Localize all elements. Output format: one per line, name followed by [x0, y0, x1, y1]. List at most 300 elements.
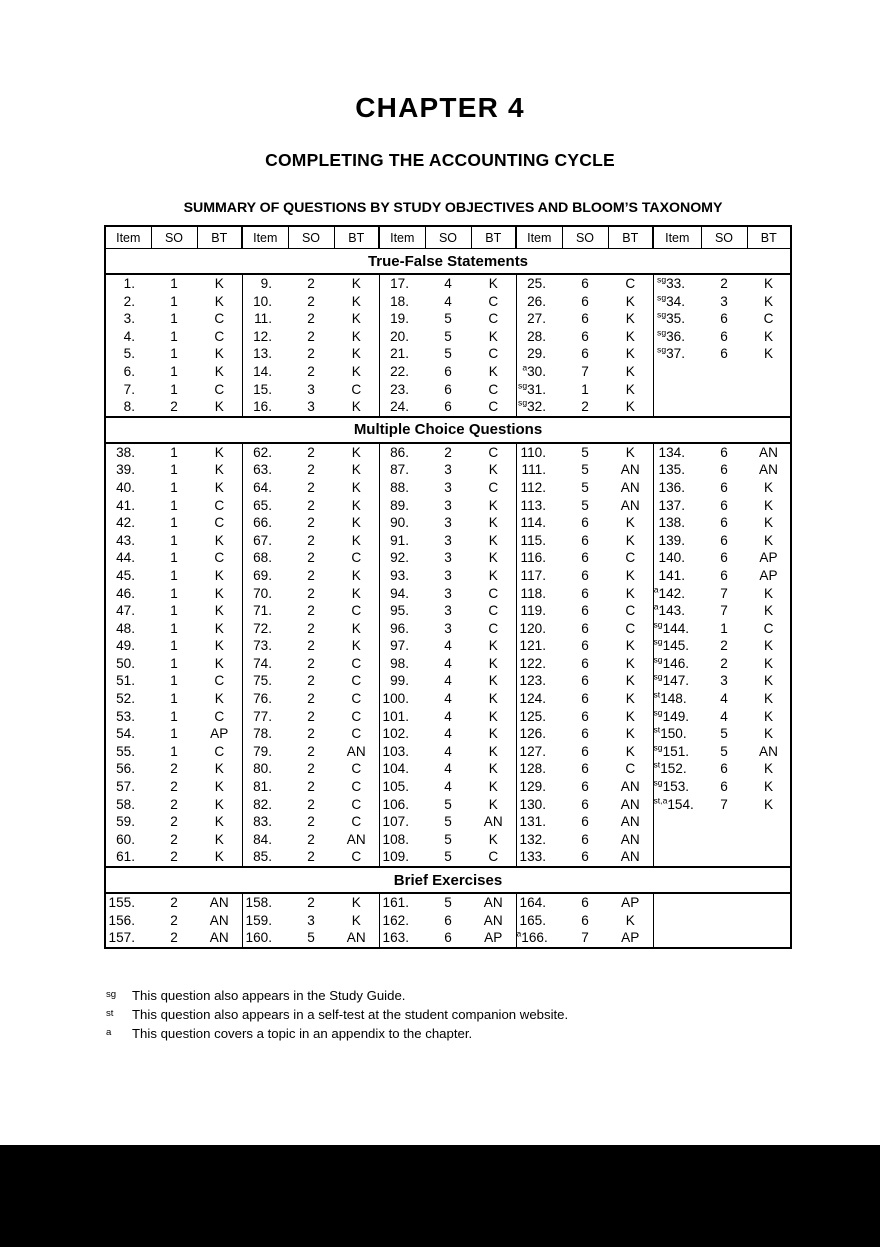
cell-study-objective: 5 — [581, 444, 589, 460]
cell-study-objective: 3 — [288, 398, 334, 417]
cell-item — [516, 760, 562, 778]
cell-item — [653, 461, 701, 479]
cell-study-objective — [701, 929, 747, 948]
cell-study-objective: 6 — [581, 638, 589, 654]
cell-bloom-taxonomy: K — [488, 638, 498, 654]
cell-bloom-taxonomy: K — [214, 363, 224, 379]
cell-bloom-taxonomy: K — [351, 638, 361, 654]
cell-bloom-taxonomy: C — [214, 550, 225, 566]
cell-bloom-taxonomy: K — [351, 497, 361, 513]
cell-bloom-taxonomy: K — [214, 293, 224, 309]
item-number: 112. — [520, 479, 546, 495]
cell-bloom-taxonomy: K — [488, 655, 498, 671]
table-row — [105, 655, 791, 673]
cell-item — [653, 567, 701, 585]
cell-study-objective: 1 — [170, 515, 178, 531]
cell-study-objective: 5 — [425, 848, 471, 867]
item-number: 110. — [520, 444, 546, 460]
cell-bloom-taxonomy: C — [351, 655, 362, 671]
cell-item — [105, 363, 151, 381]
cell-study-objective: 6 — [581, 620, 589, 636]
cell-bloom-taxonomy: K — [214, 779, 224, 795]
cell-item — [516, 293, 562, 311]
column-header-item-group-3: Item — [379, 226, 425, 249]
item-number: 28. — [527, 328, 546, 344]
cell-bloom-taxonomy: K — [625, 346, 635, 362]
cell-bloom-taxonomy: K — [214, 567, 224, 583]
cell-bloom-taxonomy: K — [351, 346, 361, 362]
cell-bloom-taxonomy: K — [351, 515, 361, 531]
item-number: 106. — [382, 796, 409, 812]
cell-study-objective: 1 — [170, 363, 178, 379]
cell-item — [105, 831, 151, 849]
table-row — [105, 620, 791, 638]
table-row — [105, 363, 791, 381]
item-superscript-marker: a — [653, 601, 659, 612]
cell-item — [242, 760, 288, 778]
cell-bloom-taxonomy: K — [214, 585, 224, 601]
cell-study-objective: 3 — [444, 620, 452, 636]
item-number: 139. — [658, 532, 685, 548]
cell-study-objective: 2 — [720, 276, 728, 291]
cell-study-objective: 1 — [170, 346, 178, 362]
item-number: 68. — [253, 550, 272, 566]
item-number: 84. — [253, 831, 272, 847]
item-number: 3. — [123, 311, 135, 327]
cell-bloom-taxonomy: C — [488, 381, 499, 397]
cell-study-objective: 4 — [444, 743, 452, 759]
cell-item — [379, 655, 425, 673]
cell-item — [516, 690, 562, 708]
cell-bloom-taxonomy: AP — [747, 567, 791, 585]
cell-bloom-taxonomy: C — [747, 310, 791, 328]
cell-item — [516, 398, 562, 417]
cell-bloom-taxonomy: C — [747, 620, 791, 638]
cell-bloom-taxonomy: C — [488, 444, 499, 460]
item-number: 11. — [254, 311, 272, 327]
item-number: 70. — [253, 585, 272, 601]
section-header-row — [105, 867, 791, 893]
cell-item — [242, 848, 288, 867]
cell-item — [242, 381, 288, 399]
cell-study-objective: 6 — [425, 398, 471, 417]
cell-item — [653, 497, 701, 515]
cell-bloom-taxonomy: K — [747, 497, 791, 515]
cell-bloom-taxonomy: K — [747, 690, 791, 708]
cell-bloom-taxonomy: K — [351, 567, 361, 583]
cell-study-objective: 2 — [307, 328, 315, 344]
cell-bloom-taxonomy: AP — [210, 726, 229, 742]
item-number: 22. — [390, 363, 409, 379]
item-number: 7. — [123, 381, 135, 397]
cell-study-objective: 6 — [581, 567, 589, 583]
item-number: 16. — [253, 399, 272, 415]
footnote-marker: st — [106, 1008, 114, 1019]
cell-bloom-taxonomy: AN — [620, 779, 640, 795]
cell-study-objective: 1 — [170, 585, 178, 601]
table-row — [105, 381, 791, 399]
cell-item — [105, 497, 151, 515]
cell-item — [379, 637, 425, 655]
cell-item — [105, 620, 151, 638]
item-number: 143. — [658, 603, 685, 619]
cell-study-objective: 6 — [581, 532, 589, 548]
cell-item — [653, 725, 701, 743]
item-number: 103. — [382, 743, 409, 759]
cell-study-objective: 2 — [307, 515, 315, 531]
section-header-row — [105, 249, 791, 275]
cell-study-objective: 3 — [444, 515, 452, 531]
table-row — [105, 848, 791, 867]
cell-item — [379, 690, 425, 708]
item-number: 137. — [658, 497, 685, 513]
column-header-item-group-1: Item — [105, 226, 151, 249]
cell-item — [242, 398, 288, 417]
table-row — [105, 345, 791, 363]
cell-study-objective: 6 — [581, 328, 589, 344]
item-number: 93. — [390, 567, 409, 583]
cell-study-objective — [701, 381, 747, 399]
cell-item — [516, 813, 562, 831]
cell-bloom-taxonomy: K — [214, 796, 224, 812]
cell-item — [653, 293, 701, 311]
item-number: 118. — [520, 585, 546, 601]
cell-study-objective: 1 — [170, 328, 178, 344]
cell-bloom-taxonomy: C — [351, 708, 362, 724]
column-header-so-group-3: SO — [425, 226, 471, 249]
item-number: 25. — [527, 276, 546, 291]
footnotes-block — [104, 988, 804, 1045]
item-number: 164. — [519, 895, 546, 910]
cell-bloom-taxonomy: K — [488, 276, 498, 291]
item-number: 54. — [116, 726, 135, 742]
cell-item — [653, 274, 701, 293]
cell-item — [105, 760, 151, 778]
cell-bloom-taxonomy: C — [214, 515, 225, 531]
cell-item — [379, 620, 425, 638]
cell-study-objective: 6 — [581, 585, 589, 601]
cell-item — [516, 796, 562, 814]
cell-study-objective: 6 — [720, 328, 728, 344]
cell-study-objective: 4 — [444, 673, 452, 689]
item-number: 88. — [390, 479, 409, 495]
cell-bloom-taxonomy: AN — [620, 462, 640, 478]
cell-item — [379, 398, 425, 417]
item-number: 58. — [116, 796, 135, 812]
chapter-subtitle: COMPLETING THE ACCOUNTING CYCLE — [265, 150, 615, 170]
cell-item — [242, 929, 288, 948]
item-number: 166. — [521, 930, 548, 946]
cell-study-objective: 6 — [581, 293, 589, 309]
item-number: 90. — [390, 515, 409, 531]
table-row — [105, 796, 791, 814]
cell-item — [516, 585, 562, 603]
item-number: 15. — [253, 381, 272, 397]
cell-bloom-taxonomy: K — [351, 585, 361, 601]
cell-study-objective: 6 — [562, 848, 608, 867]
cell-item — [242, 549, 288, 567]
cell-study-objective: 2 — [307, 479, 315, 495]
column-header-so-group-5: SO — [701, 226, 747, 249]
cell-study-objective: 2 — [151, 929, 197, 948]
item-number: 94. — [390, 585, 409, 601]
cell-item — [105, 778, 151, 796]
cell-study-objective: 2 — [307, 895, 315, 910]
cell-item — [516, 479, 562, 497]
cell-study-objective: 1 — [170, 603, 178, 619]
cell-study-objective: 6 — [581, 550, 589, 566]
cell-bloom-taxonomy: C — [351, 550, 362, 566]
item-number: 125. — [519, 708, 546, 724]
item-number: 105. — [382, 779, 409, 795]
cell-study-objective: 6 — [581, 796, 589, 812]
item-superscript-marker: sg — [657, 309, 667, 320]
cell-bloom-taxonomy: AP — [621, 895, 640, 910]
cell-item — [516, 567, 562, 585]
item-number: 128. — [519, 761, 546, 777]
item-number: 154. — [667, 796, 694, 812]
cell-item — [653, 514, 701, 532]
item-number: 38. — [116, 444, 135, 460]
cell-item — [242, 363, 288, 381]
cell-study-objective: 5 — [444, 311, 452, 327]
cell-study-objective: 4 — [444, 726, 452, 742]
cell-bloom-taxonomy: AN — [608, 848, 653, 867]
cell-item — [653, 363, 701, 381]
cell-item — [516, 497, 562, 515]
cell-bloom-taxonomy: K — [351, 276, 361, 291]
cell-study-objective: 1 — [170, 567, 178, 583]
cell-bloom-taxonomy: AP — [608, 929, 653, 948]
cell-bloom-taxonomy: C — [471, 848, 516, 867]
cell-item — [653, 381, 701, 399]
cell-item — [516, 549, 562, 567]
item-number: 149. — [662, 708, 690, 724]
item-number: 160. — [245, 930, 272, 946]
cell-item — [653, 479, 701, 497]
item-number: 132. — [519, 831, 546, 847]
cell-bloom-taxonomy: K — [747, 725, 791, 743]
column-header-bt-group-1: BT — [197, 226, 242, 249]
cell-item — [105, 690, 151, 708]
cell-study-objective: 7 — [581, 363, 589, 379]
item-number: 48. — [116, 620, 135, 636]
cell-bloom-taxonomy: AN — [483, 912, 503, 928]
cell-item — [516, 620, 562, 638]
questions-summary-table — [104, 225, 792, 949]
cell-bloom-taxonomy: K — [214, 444, 224, 460]
cell-item — [379, 567, 425, 585]
cell-study-objective: 4 — [444, 761, 452, 777]
item-number: 102. — [382, 726, 409, 742]
table-row — [105, 497, 791, 515]
cell-study-objective: 5 — [720, 726, 728, 742]
cell-item — [516, 929, 562, 948]
footnote-row — [104, 1007, 804, 1026]
item-number: 1. — [123, 276, 135, 291]
page-bottom-margin-bar — [0, 1145, 880, 1247]
cell-study-objective: 2 — [720, 638, 728, 654]
item-number: 27. — [527, 311, 546, 327]
cell-item — [379, 363, 425, 381]
cell-study-objective: 6 — [720, 497, 728, 513]
cell-study-objective: 6 — [581, 311, 589, 327]
cell-study-objective: 2 — [307, 673, 315, 689]
cell-bloom-taxonomy: K — [214, 532, 224, 548]
cell-study-objective: 6 — [581, 761, 589, 777]
cell-bloom-taxonomy: K — [488, 708, 498, 724]
cell-bloom-taxonomy — [747, 893, 791, 912]
cell-item — [242, 345, 288, 363]
cell-study-objective: 4 — [444, 708, 452, 724]
cell-study-objective: 1 — [720, 620, 728, 636]
cell-study-objective: 6 — [720, 479, 728, 495]
cell-item — [516, 893, 562, 912]
item-number: 142. — [658, 585, 685, 601]
item-superscript-marker: sg — [653, 707, 663, 718]
cell-item — [653, 655, 701, 673]
cell-bloom-taxonomy: C — [214, 708, 225, 724]
cell-study-objective: 3 — [444, 585, 452, 601]
item-number: 101. — [382, 708, 409, 724]
cell-study-objective: 1 — [170, 743, 178, 759]
item-number: 37. — [666, 346, 685, 362]
cell-bloom-taxonomy: K — [334, 398, 379, 417]
cell-item — [105, 310, 151, 328]
cell-study-objective: 2 — [170, 761, 178, 777]
cell-item — [516, 912, 562, 930]
item-number: 85. — [253, 849, 272, 865]
item-number: 35. — [666, 311, 685, 327]
cell-item — [516, 743, 562, 761]
section-header-row — [105, 417, 791, 443]
cell-bloom-taxonomy: C — [471, 398, 516, 417]
item-number: 150. — [660, 726, 687, 742]
cell-study-objective: 2 — [288, 848, 334, 867]
cell-item — [105, 848, 151, 867]
item-number: 114. — [520, 515, 546, 531]
cell-study-objective: 7 — [720, 603, 728, 619]
cell-study-objective: 2 — [307, 346, 315, 362]
cell-item — [105, 461, 151, 479]
item-number: 124. — [519, 691, 546, 707]
cell-study-objective: 4 — [720, 708, 728, 724]
cell-item — [242, 813, 288, 831]
table-row — [105, 274, 791, 293]
cell-study-objective: 2 — [307, 831, 315, 847]
cell-bloom-taxonomy: C — [214, 743, 225, 759]
cell-study-objective: 3 — [720, 293, 728, 309]
item-number: 127. — [519, 743, 546, 759]
item-superscript-marker: sg — [657, 274, 667, 285]
cell-bloom-taxonomy: K — [747, 479, 791, 497]
cell-item — [653, 328, 701, 346]
cell-item — [379, 831, 425, 849]
item-superscript-marker: sg — [653, 671, 663, 682]
cell-bloom-taxonomy: C — [488, 603, 499, 619]
item-number: 8. — [123, 399, 135, 415]
cell-item — [379, 912, 425, 930]
item-number: 148. — [660, 691, 687, 707]
cell-bloom-taxonomy: K — [625, 328, 635, 344]
item-number: 134. — [658, 444, 685, 460]
cell-item — [653, 813, 701, 831]
footnote-marker: a — [106, 1027, 112, 1038]
item-number: 89. — [390, 497, 409, 513]
item-number: 55. — [116, 743, 135, 759]
cell-study-objective: 2 — [307, 743, 315, 759]
item-number: 39. — [116, 462, 135, 478]
cell-item — [379, 532, 425, 550]
cell-item — [653, 672, 701, 690]
cell-study-objective: 1 — [170, 497, 178, 513]
item-number: 107. — [382, 814, 409, 830]
table-row — [105, 585, 791, 603]
cell-study-objective: 2 — [307, 550, 315, 566]
item-number: 117. — [520, 567, 546, 583]
footnote-row — [104, 988, 804, 1007]
cell-bloom-taxonomy: K — [747, 293, 791, 311]
cell-study-objective: 6 — [581, 655, 589, 671]
cell-study-objective: 2 — [307, 603, 315, 619]
table-row — [105, 549, 791, 567]
cell-bloom-taxonomy: AN — [346, 743, 366, 759]
cell-bloom-taxonomy: C — [214, 381, 225, 397]
cell-study-objective: 7 — [720, 796, 728, 812]
table-row — [105, 443, 791, 462]
cell-study-objective: 3 — [720, 673, 728, 689]
cell-study-objective: 2 — [720, 655, 728, 671]
cell-bloom-taxonomy: K — [488, 515, 498, 531]
cell-study-objective: 4 — [444, 779, 452, 795]
cell-item — [105, 796, 151, 814]
table-row — [105, 398, 791, 417]
cell-study-objective: 2 — [307, 585, 315, 601]
item-superscript-marker: a — [653, 583, 659, 594]
cell-bloom-taxonomy: K — [625, 708, 635, 724]
cell-item — [653, 532, 701, 550]
cell-bloom-taxonomy: AN — [483, 814, 503, 830]
item-number: 147. — [662, 673, 690, 689]
cell-study-objective: 6 — [581, 603, 589, 619]
cell-study-objective: 6 — [720, 567, 728, 583]
cell-bloom-taxonomy: AN — [197, 929, 242, 948]
item-number: 45. — [116, 567, 135, 583]
item-number: 163. — [382, 930, 409, 946]
item-number: 29. — [527, 346, 546, 362]
cell-study-objective: 3 — [307, 381, 315, 397]
table-row — [105, 479, 791, 497]
cell-study-objective: 2 — [307, 444, 315, 460]
item-number: 156. — [108, 912, 135, 928]
item-number: 62. — [253, 444, 272, 460]
cell-item — [105, 708, 151, 726]
cell-item — [105, 274, 151, 293]
cell-study-objective: 6 — [581, 831, 589, 847]
cell-bloom-taxonomy: K — [488, 743, 498, 759]
cell-bloom-taxonomy: C — [625, 603, 636, 619]
cell-item — [653, 585, 701, 603]
section-title: True-False Statements — [105, 249, 791, 275]
cell-study-objective: 6 — [581, 276, 589, 291]
cell-item — [105, 672, 151, 690]
item-number: 131. — [519, 814, 546, 830]
item-number: 67. — [253, 532, 272, 548]
cell-study-objective: 3 — [444, 479, 452, 495]
cell-study-objective — [701, 363, 747, 381]
cell-study-objective: 5 — [288, 929, 334, 948]
cell-study-objective: 1 — [170, 620, 178, 636]
